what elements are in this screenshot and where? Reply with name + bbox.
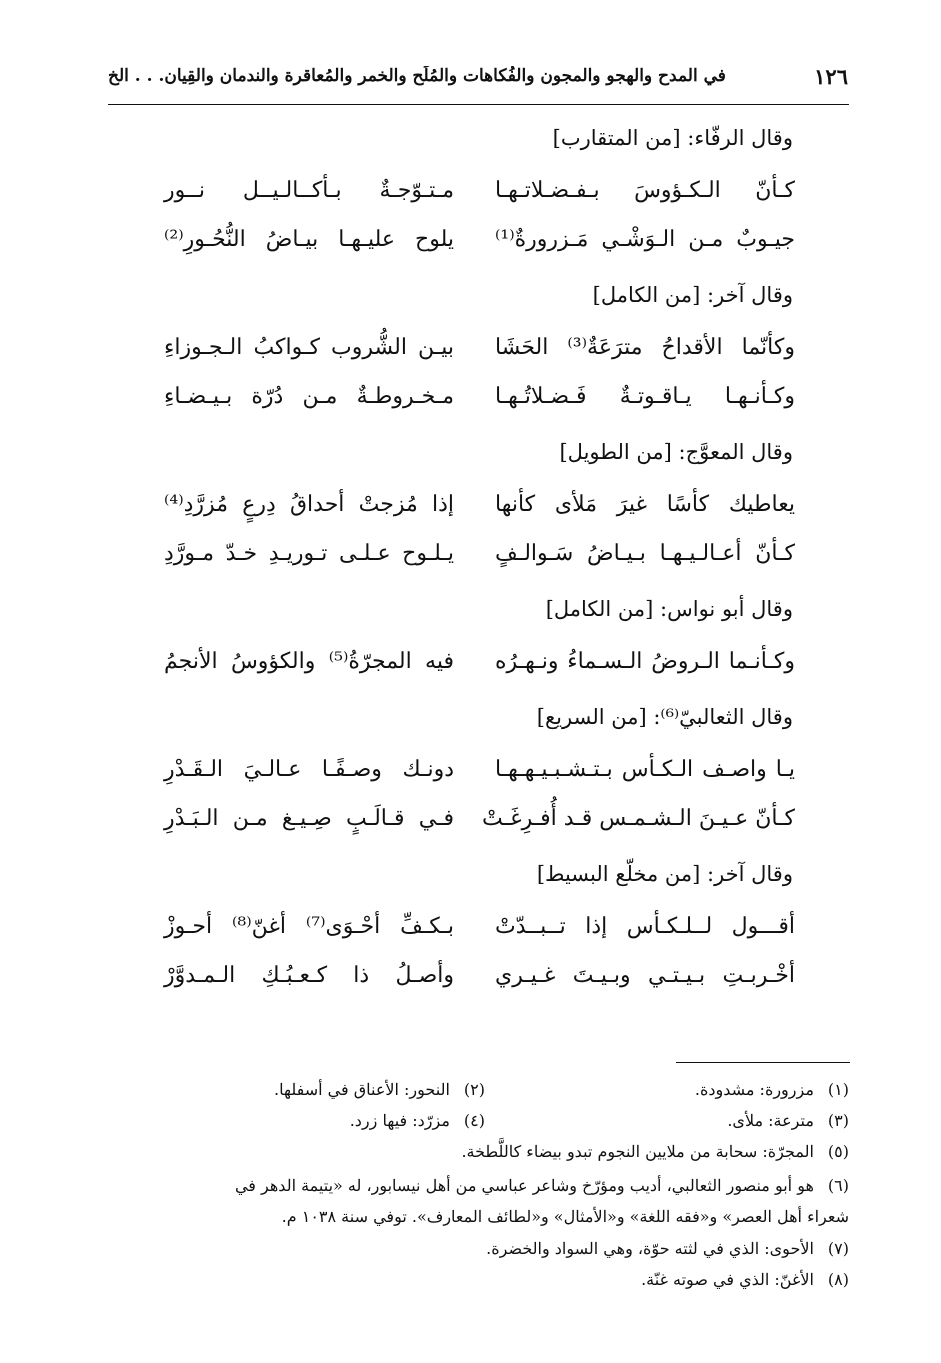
footnote-number: (٦) (827, 1176, 849, 1195)
footnote-6 (235, 1176, 849, 1195)
verse-first-hemistich: يـا واصـف الـكـأس بـتـشـبـيـهـهـا (495, 757, 795, 782)
footnote-number: (٤) (463, 1111, 485, 1130)
verse-first-hemistich: وكـأنـما الـروضُ الـسـماءُ ونـهـرُه (495, 649, 795, 674)
verse-second-hemistich: إذا مُزجتْ أحداقُ دِرعٍ مُزرَّدِ⁽⁴⁾ (164, 492, 454, 517)
footnote-text: مزرّد: فيها زرد. (349, 1111, 450, 1130)
footnote-5 (461, 1142, 849, 1161)
footnote-number: (٥) (827, 1142, 849, 1161)
footnote-3 (727, 1111, 849, 1130)
footnote-text: النحور: الأعناق في أسفلها. (273, 1080, 450, 1099)
verse-second-hemistich: يـلـوح عـلـى تـوريـدِ خـدّ مـورَّدِ (164, 541, 454, 566)
footnote-8 (641, 1270, 849, 1289)
poem-intro: وقال أبو نواس: [من الكامل] (545, 597, 793, 621)
verse-first-hemistich: وكـأنـهـا يـاقـوتـةٌ فَـضـلاتُـهـا (495, 384, 795, 409)
verse-first-hemistich: كـأنّ الـكـؤوسَ بـفـضـلاتـهـا (495, 178, 795, 203)
verse-first-hemistich: أقـــول لــلـكـأس إذا تــبــدّتْ (495, 914, 795, 939)
verse-second-hemistich: بـكـفِّ أحْـوَى⁽⁷⁾ أغنّ⁽⁸⁾ أحـوزْ (164, 914, 455, 939)
poem-intro: وقال آخر: [من مخلّع البسيط] (536, 862, 793, 886)
verse-second-hemistich: يلوح عليـهـا بيـاضُ النُّحُـورِ⁽²⁾ (164, 227, 454, 252)
footnote-number: (٢) (463, 1080, 485, 1099)
footnote-6-continued (282, 1207, 849, 1226)
verse-second-hemistich: مـخـروطـةٌ مـن دُرّة بـيـضـاءِ (164, 384, 454, 409)
verse-second-hemistich: مـتـوّجـةٌ بـأكــالـيــل نــور (164, 178, 454, 203)
footnote-text: هو أبو منصور الثعالبي، أديب ومؤرّخ وشاعر عباسي من أهل نيسابور، له «يتيمة الدهر في (234, 1176, 814, 1195)
verse-first-hemistich: كـأنّ عـيـنَ الـشـمـس قـد أُفـرِغَـتْ (482, 806, 795, 831)
footnote-separator (676, 1062, 850, 1063)
poem-intro: وقال الرفّاء: [من المتقارب] (552, 126, 793, 150)
footnote-2 (274, 1080, 485, 1099)
footnote-text: مترعة: ملأى. (727, 1111, 814, 1130)
poem-intro: وقال آخر: [من الكامل] (592, 283, 793, 307)
footnote-text: مزرورة: مشدودة. (694, 1080, 814, 1099)
poem-intro: وقال المعوَّج: [من الطويل] (559, 440, 793, 464)
footnote-7 (486, 1239, 849, 1258)
verse-second-hemistich: بيـن الشُّروب كـواكبُ الـجـوزاءِ (164, 335, 454, 360)
verse-first-hemistich: يعاطيك كأسًا غيرَ مَلأى كأنها (495, 492, 795, 517)
footnote-text: الأحوى: الذي في لثته حوّة، وهي السواد والخضرة. (486, 1239, 814, 1258)
footnote-text: الأغنّ: الذي في صوته غنّة. (641, 1270, 814, 1289)
footnote-number: (٣) (827, 1111, 849, 1130)
verse-first-hemistich: جيـوبٌ مـن الـوَشْـي مَـزرورةٌ⁽¹⁾ (495, 227, 795, 252)
footnote-text: شعراء أهل العصر» و«فقه اللغة» و«الأمثال» و«لطائف المعارف». توفي سنة ١٠٣٨ م. (281, 1207, 849, 1226)
verse-second-hemistich: فيه المجرّةُ⁽⁵⁾ والكؤوسُ الأنجمُ (164, 649, 455, 674)
footnote-number: (١) (827, 1080, 849, 1099)
verse-second-hemistich: وأصـلُ ذا كـعـبُـكِ الـمـدوَّرْ (164, 963, 454, 988)
footnote-number: (٨) (827, 1270, 849, 1289)
header-rule (108, 104, 849, 105)
verse-second-hemistich: فـي قـالَـبٍ صِـيـغ مـن الـبَـدْرِ (164, 806, 454, 831)
verse-second-hemistich: دونـك وصـفًـا عـالـيَ الـقَـدْرِ (164, 757, 454, 782)
footnote-text: المجرّة: سحابة من ملايين النجوم تبدو بيضاء كاللَّطخة. (461, 1142, 814, 1161)
page-number: ١٢٦ (814, 64, 848, 89)
verse-first-hemistich: كـأنّ أعـالـيـهـا بـيـاضُ سَـوالـفٍ (495, 541, 795, 566)
running-title: في المدح والهجو والمجون والفُكاهات والمُلَح والخمر والمُعاقرة والندمان والقِيان. . . الخ (108, 66, 726, 86)
footnote-4 (350, 1111, 485, 1130)
footnote-1 (695, 1080, 849, 1099)
running-head (108, 64, 848, 104)
poem-intro: وقال الثعالبيّ⁽⁶⁾: [من السريع] (536, 705, 793, 729)
verse-first-hemistich: وكأنّما الأقداحُ مترَعَةٌ⁽³⁾ الحَشَا (495, 335, 795, 360)
verse-first-hemistich: أخْـربـتِ بـيـتـي وبـيـتَ غـيـري (495, 963, 795, 988)
footnote-number: (٧) (827, 1239, 849, 1258)
